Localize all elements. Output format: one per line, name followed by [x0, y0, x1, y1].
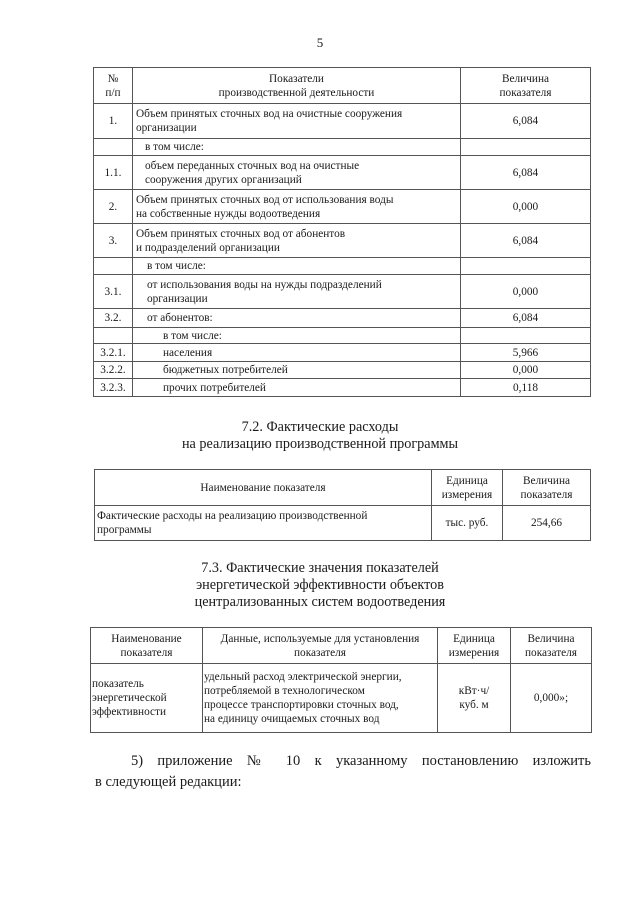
- header-value: Величина показателя: [503, 470, 591, 506]
- table-row: [94, 156, 591, 190]
- row-value: 6,084: [461, 224, 591, 258]
- row-name: в том числе:: [133, 139, 461, 156]
- row-num: 3.2.1.: [94, 344, 133, 362]
- table-row: [94, 275, 591, 309]
- row-name: показатель энергетической эффективности: [91, 664, 203, 733]
- row-value: [461, 258, 591, 275]
- row-value: 6,084: [461, 156, 591, 190]
- header-value: Величина показателя: [511, 628, 592, 664]
- header-unit: Единица измерения: [438, 628, 511, 664]
- row-num: 1.1.: [94, 156, 133, 190]
- row-value: 6,084: [461, 104, 591, 139]
- table-row: [94, 362, 591, 379]
- row-name: Фактические расходы на реализацию производственной программы: [95, 506, 432, 541]
- row-value: 0,000: [461, 190, 591, 224]
- row-unit: кВт·ч/ куб. м: [438, 664, 511, 733]
- row-name: Объем принятых сточных вод от использования воды на собственные нужды водоотведения: [133, 190, 461, 224]
- page-number: 5: [316, 35, 324, 50]
- row-name: бюджетных потребителей: [133, 362, 461, 379]
- row-name: прочих потребителей: [133, 379, 461, 397]
- table-row: [94, 309, 591, 328]
- row-data: удельный расход электрической энергии, потребляемой в технологическом процессе транспортировки сточных вод, на единицу очищаемых сточных вод: [203, 664, 438, 733]
- row-value: 0,000: [461, 275, 591, 309]
- paragraph-line-1: 5) приложение № 10 к указанному постановлению изложить: [131, 753, 591, 769]
- header-data: Данные, используемые для установления показателя: [203, 628, 438, 664]
- row-name: в том числе:: [133, 328, 461, 344]
- row-value: 0,000: [461, 362, 591, 379]
- row-name: объем переданных сточных вод на очистные сооружения других организаций: [133, 156, 461, 190]
- row-num: 3.: [94, 224, 133, 258]
- table-header-row: [91, 628, 592, 664]
- row-num: [94, 258, 133, 275]
- production-indicators-table: [93, 67, 591, 397]
- row-num: [94, 328, 133, 344]
- table-row: [95, 506, 591, 541]
- section-7-3-title: 7.3. Фактические значения показателей энергетической эффективности объектов централизованных систем водоотведения: [194, 560, 446, 610]
- table-row: [94, 190, 591, 224]
- table-header-row: [94, 68, 591, 104]
- row-value: 254,66: [503, 506, 591, 541]
- table-row: [94, 224, 591, 258]
- row-num: [94, 139, 133, 156]
- actual-costs-table: [94, 469, 591, 541]
- table-row: [94, 344, 591, 362]
- table-header-row: [95, 470, 591, 506]
- row-name: от абонентов:: [133, 309, 461, 328]
- header-name: Наименование показателя: [95, 470, 432, 506]
- row-num: 3.2.: [94, 309, 133, 328]
- row-name: от использования воды на нужды подразделений организации: [133, 275, 461, 309]
- row-value: [461, 328, 591, 344]
- row-name: в том числе:: [133, 258, 461, 275]
- row-name: Объем принятых сточных вод от абонентов и подразделений организации: [133, 224, 461, 258]
- header-name: Наименование показателя: [91, 628, 203, 664]
- row-num: 2.: [94, 190, 133, 224]
- row-name: Объем принятых сточных вод на очистные сооружения организации: [133, 104, 461, 139]
- header-name: Показатели производственной деятельности: [133, 68, 461, 104]
- header-num: № п/п: [94, 68, 133, 104]
- energy-efficiency-table: [90, 627, 592, 733]
- table-row: [94, 258, 591, 275]
- row-value: [461, 139, 591, 156]
- row-value: 0,118: [461, 379, 591, 397]
- table-row: [94, 104, 591, 139]
- row-num: 3.1.: [94, 275, 133, 309]
- row-value: 5,966: [461, 344, 591, 362]
- row-value: 6,084: [461, 309, 591, 328]
- header-value: Величина показателя: [461, 68, 591, 104]
- row-unit: тыс. руб.: [432, 506, 503, 541]
- paragraph-line-2: в следующей редакции:: [95, 774, 242, 790]
- table-row: [91, 664, 592, 733]
- table-row: [94, 379, 591, 397]
- table-row: [94, 139, 591, 156]
- row-value: 0,000»;: [511, 664, 592, 733]
- header-unit: Единица измерения: [432, 470, 503, 506]
- row-name: населения: [133, 344, 461, 362]
- amendment-paragraph: [95, 751, 591, 793]
- row-num: 3.2.2.: [94, 362, 133, 379]
- row-num: 3.2.3.: [94, 379, 133, 397]
- section-7-2-title: 7.2. Фактические расходы на реализацию производственной программы: [181, 419, 459, 452]
- table-row: [94, 328, 591, 344]
- row-num: 1.: [94, 104, 133, 139]
